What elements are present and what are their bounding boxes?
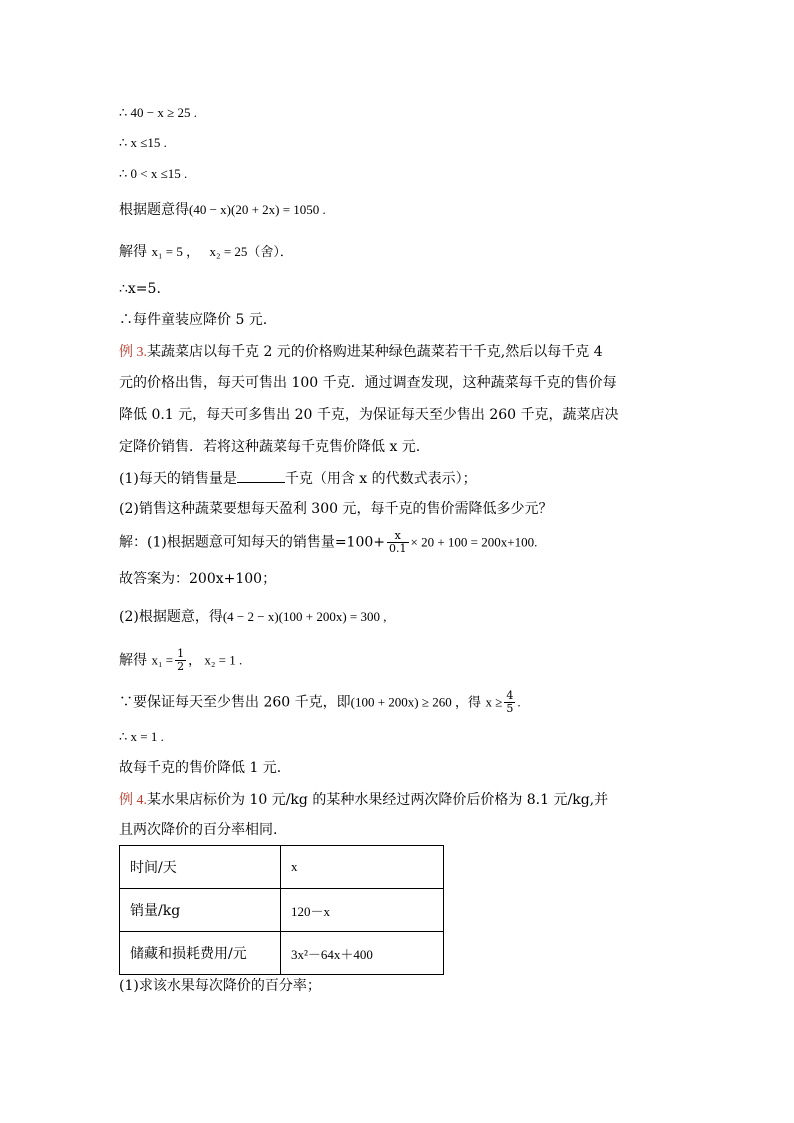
table-cell: 120－x: [281, 889, 444, 932]
example-3-label: 例 3.: [119, 345, 147, 360]
answer-line: 故答案为：200x+100；: [119, 571, 277, 587]
constraint-line: ∵要保证每天至少售出 260 千克，即(100 + 200x) ≥ 260 ，得 x ≥ $\frac{4}{5}$ .: [119, 689, 521, 715]
roots-label: 解得: [119, 652, 147, 669]
table-cell: x: [281, 846, 444, 889]
example-3-line-1: [119, 342, 603, 363]
constraint-result: x ≥: [485, 694, 503, 710]
constraint-text: ∵要保证每天至少售出 260 千克，即: [119, 694, 351, 711]
constraint-math: (100 + 200x) ≥ 260 ，得: [350, 694, 481, 710]
fraction-one-half: $\frac{1}{2}$: [177, 647, 185, 673]
fraction-x-over-0.1: $\frac{x}{0.1}$: [389, 529, 407, 555]
derivation-line-3: ∴ 0 < x ≤15 .: [119, 166, 188, 181]
root-x1-label: x₁ =: [151, 652, 174, 668]
table-row: [120, 932, 444, 975]
equation-math: (40 − x)(20 + 2x) = 1050 .: [189, 202, 326, 217]
solution-2: [119, 607, 387, 627]
table-cell: 储藏和损耗费用/元: [120, 932, 281, 975]
example-4-label: 例 4.: [119, 793, 147, 808]
question-2: (2)销售这种蔬菜要想每天盈利 300 元，每千克的售价需降低多少元？: [119, 501, 553, 517]
conclusion-x: ∴x=5.: [119, 281, 161, 297]
equation-line: [119, 200, 326, 220]
conclusion-price: ∴每件童装应降价 5 元.: [119, 312, 268, 328]
example-4-line-1: [119, 790, 608, 811]
fraction-four-fifths: $\frac{4}{5}$: [506, 689, 514, 715]
roots-line: [119, 648, 242, 673]
table-cell: 3x²－64x＋400: [281, 932, 444, 975]
question-1: [119, 468, 477, 489]
question-1-text-a: (1)每天的销售量是: [119, 471, 237, 487]
solution-1-text: 解：(1)根据题意可知每天的销售量=100+: [119, 534, 386, 551]
derivation-line-1: ∴ 40 − x ≥ 25 .: [119, 105, 197, 120]
equation-label: 根据题意得: [119, 202, 189, 218]
solution-1-math: × 20 + 100 = 200x+100.: [410, 534, 538, 550]
derivation-line-2: ∴ x ≤15 .: [119, 135, 167, 150]
root-x2-value: ， x₂ = 1 .: [188, 652, 243, 668]
final-answer: 故每千克的售价降低 1 元.: [119, 760, 282, 776]
example-3-text-1: 某蔬菜店以每千克 2 元的价格购进某种绿色蔬菜若干千克,然后以每千克 4: [147, 344, 603, 360]
data-table: [119, 845, 444, 975]
example-4-line-2: 且两次降价的百分率相同.: [119, 822, 278, 838]
example-3-line-3: 降低 0.1 元，每天可多售出 20 千克，为保证每天至少售出 260 千克，蔬菜店决: [119, 407, 619, 423]
final-x: ∴ x = 1 .: [119, 729, 164, 744]
table-row: [120, 889, 444, 932]
solution-label: 解得: [119, 244, 147, 260]
root-x2: x₂ = 25（舍）．: [209, 244, 293, 259]
question-1-text-b: 千克（用含 x 的代数式表示）；: [284, 471, 477, 487]
solution-1: [119, 530, 537, 555]
solution-line: [119, 242, 293, 262]
example-3-line-4: 定降价销售．若将这种蔬菜每千克售价降低 x 元.: [119, 439, 421, 455]
example-4-question-1: (1)求该水果每次降价的百分率；: [119, 978, 321, 994]
root-x1: x₁ = 5 ，: [151, 244, 200, 259]
table-cell: 销量/kg: [120, 889, 281, 932]
example-3-line-2: 元的价格出售，每天可售出 100 千克．通过调查发现，这种蔬菜每千克的售价每: [119, 375, 617, 391]
solution-2-text: (2)根据题意，得: [119, 609, 223, 625]
table-cell: 时间/天: [120, 846, 281, 889]
answer-blank: [237, 468, 285, 483]
table-row: [120, 846, 444, 889]
example-4-text-1: 某水果店标价为 10 元/kg 的某种水果经过两次降价后价格为 8.1 元/kg,并: [147, 792, 609, 808]
solution-2-math: (4 − 2 − x)(100 + 200x) = 300 ,: [222, 609, 387, 624]
